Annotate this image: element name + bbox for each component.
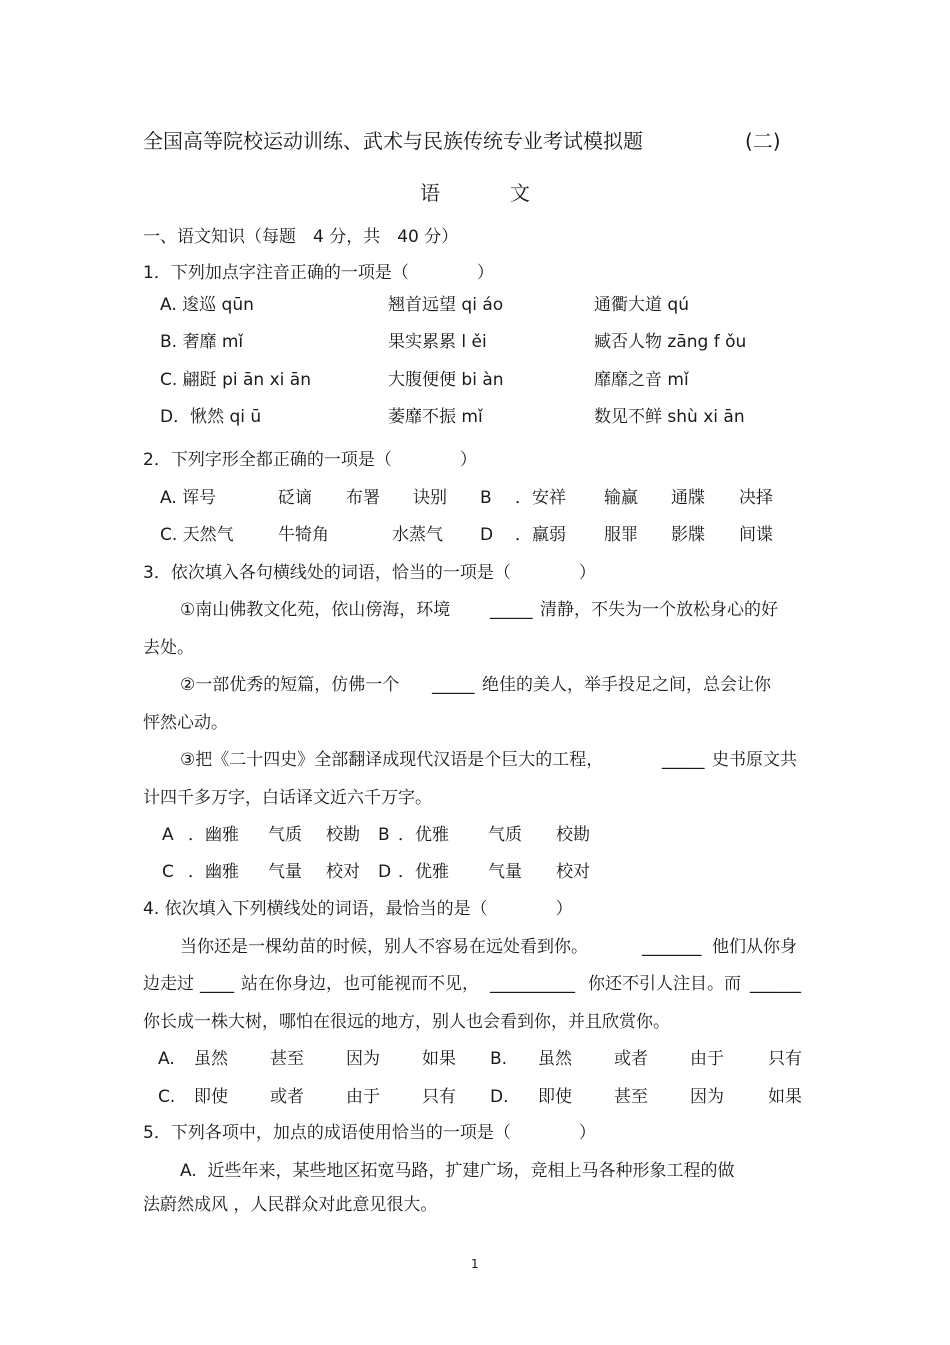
q3-sentence-2-part-b: 绝佳的美人，举手投足之间，总会让你 [482, 675, 771, 695]
q1-option-d-3: 数见不鲜 shù xi ān [594, 407, 745, 427]
q4-passage-line-1b: 他们从你身 [712, 937, 797, 957]
q1-option-c-3: 靡靡之音 mǐ [594, 370, 689, 390]
q2-row1-item: A. 诨号 [160, 488, 217, 508]
q3-sentence-3-blank: _____ [662, 750, 705, 770]
question-5-stem: 5．下列各项中，加点的成语使用恰当的一项是（ ） [143, 1123, 596, 1143]
q3-sentence-2-blank: _____ [432, 675, 475, 695]
q1-option-c-2: 大腹便便 bi àn [388, 370, 504, 390]
q1-option-b-3: 臧否人物 zāng f ǒu [594, 332, 747, 352]
q3-option-item: A [162, 825, 174, 845]
q2-row2-item: D [480, 525, 494, 545]
q3-sentence-1-part-b: 清静，不失为一个放松身心的好 [540, 600, 778, 620]
q1-option-b-2: 果实累累 l ěi [388, 332, 487, 352]
q2-row1-item: 诀别 [413, 488, 447, 508]
page-number: 1 [471, 1257, 479, 1271]
q2-row2-item: 牛犄角 [278, 525, 329, 545]
q2-row2-item: 间谍 [739, 525, 773, 545]
q3-option-item: 校勘 [326, 825, 360, 845]
q4-passage-line-3: 你长成一株大树，哪怕在很远的地方，别人也会看到你，并且欣赏你。 [143, 1012, 670, 1032]
q1-option-d-2: 萎靡不振 mǐ [388, 407, 483, 427]
q3-sentence-1-part-a: ①南山佛教文化苑，依山傍海，环境 [180, 600, 451, 620]
q4-option-item: 甚至 [614, 1087, 648, 1107]
q4-passage-line-2c: 你还不引人注目。而 [588, 974, 741, 994]
q2-row1-item: 砭谪 [278, 488, 312, 508]
q4-option-item: 甚至 [270, 1049, 304, 1069]
q4-option-item: 或者 [270, 1087, 304, 1107]
q4-option-item: 只有 [422, 1087, 456, 1107]
q4-option-item: 即使 [538, 1087, 572, 1107]
q3-sentence-1-blank: _____ [490, 600, 533, 620]
page-title: 全国高等院校运动训练、武术与民族传统专业考试模拟题 [143, 129, 643, 153]
q3-sentence-2-part-c: 怦然心动。 [143, 713, 228, 733]
q2-row1-item: B [480, 488, 492, 508]
q2-row2-item: 服罪 [604, 525, 638, 545]
q5-option-a-line-2: 法蔚然成风 ，人民群众对此意见很大。 [143, 1195, 438, 1215]
q4-option-item: 由于 [346, 1087, 380, 1107]
q3-option-item: 校对 [326, 862, 360, 882]
q2-row1-item: 输赢 [604, 488, 638, 508]
q3-option-item: 校勘 [556, 825, 590, 845]
q4-passage-line-1a: 当你还是一棵幼苗的时候，别人不容易在远处看到你。 [180, 937, 588, 957]
q3-option-item: 气质 [488, 825, 522, 845]
q4-passage-line-2b: 站在你身边，也可能视而不见， [241, 974, 479, 994]
q4-option-item: 虽然 [194, 1049, 228, 1069]
q4-option-item: 虽然 [538, 1049, 572, 1069]
question-2-stem: 2．下列字形全都正确的一项是（ ） [143, 450, 477, 470]
q2-row1-item: 通牒 [671, 488, 705, 508]
q5-option-a-line-1: A. 近些年来，某些地区拓宽马路，扩建广场，竞相上马各种形象工程的做 [180, 1161, 735, 1181]
subject-char-1: 语 [420, 181, 442, 205]
question-1-stem: 1．下列加点字注音正确的一项是（ ） [143, 263, 494, 283]
page-title-number: (二) [745, 129, 781, 153]
q3-sentence-3-part-c: 计四千多万字，白话译文近六千万字。 [143, 788, 432, 808]
q4-option-item: D. [490, 1087, 509, 1107]
q2-row1-item: ．安祥 [515, 488, 566, 508]
q3-option-item: 校对 [556, 862, 590, 882]
q3-option-item: 气量 [268, 862, 302, 882]
q3-option-item: B [378, 825, 390, 845]
q1-option-a-2: 翘首远望 qi áo [388, 295, 504, 315]
q4-option-item: 如果 [768, 1087, 802, 1107]
q1-option-d-1: D．愀然 qi ū [160, 407, 262, 427]
q1-option-a-1: A. 逡巡 qūn [160, 295, 254, 315]
q3-option-item: ．优雅 [398, 862, 449, 882]
q2-row2-item: ．羸弱 [515, 525, 566, 545]
q4-blank-1: _______ [642, 937, 702, 957]
q2-row2-item: 影牒 [671, 525, 705, 545]
q4-option-item: 因为 [346, 1049, 380, 1069]
q2-row2-item: C. 天然气 [160, 525, 234, 545]
q3-option-item: ．优雅 [398, 825, 449, 845]
q4-blank-4: ______ [750, 974, 801, 994]
q4-option-item: 即使 [194, 1087, 228, 1107]
q3-option-item: C [162, 862, 174, 882]
q3-option-item: 气量 [488, 862, 522, 882]
q4-option-item: 由于 [690, 1049, 724, 1069]
q3-sentence-1-part-c: 去处。 [143, 638, 194, 658]
q4-option-item: 如果 [422, 1049, 456, 1069]
section-heading: 一、语文知识（每题 4 分，共 40 分） [143, 227, 459, 247]
subject-char-2: 文 [510, 181, 532, 205]
q4-option-item: C. [158, 1087, 176, 1107]
q4-option-item: 只有 [768, 1049, 802, 1069]
q3-option-item: ．幽雅 [188, 862, 239, 882]
q4-option-item: 因为 [690, 1087, 724, 1107]
question-3-stem: 3．依次填入各句横线处的词语，恰当的一项是（ ） [143, 563, 596, 583]
q3-sentence-2-part-a: ②一部优秀的短篇，仿佛一个 [180, 675, 400, 695]
q3-sentence-3-part-b: 史书原文共 [712, 750, 797, 770]
q3-option-item: 气质 [268, 825, 302, 845]
q2-row2-item: 水蒸气 [392, 525, 443, 545]
q4-passage-line-2a: 边走过 [143, 974, 194, 994]
q3-option-item: ．幽雅 [188, 825, 239, 845]
q3-sentence-3-part-a: ③把《二十四史》全部翻译成现代汉语是个巨大的工程， [180, 750, 604, 770]
q1-option-a-3: 通衢大道 qú [594, 295, 689, 315]
q4-blank-3: __________ [490, 974, 575, 994]
q4-option-item: 或者 [614, 1049, 648, 1069]
q1-option-c-1: C. 翩跹 pi ān xi ān [160, 370, 311, 390]
q4-option-item: A. [158, 1049, 175, 1069]
q2-row1-item: 决择 [739, 488, 773, 508]
q3-option-item: D [378, 862, 392, 882]
q4-blank-2: ____ [200, 974, 234, 994]
q1-option-b-1: B. 奢靡 mǐ [160, 332, 244, 352]
q4-option-item: B. [490, 1049, 508, 1069]
q2-row1-item: 布署 [346, 488, 380, 508]
question-4-stem: 4. 依次填入下列横线处的词语，最恰当的是（ ） [143, 899, 573, 919]
